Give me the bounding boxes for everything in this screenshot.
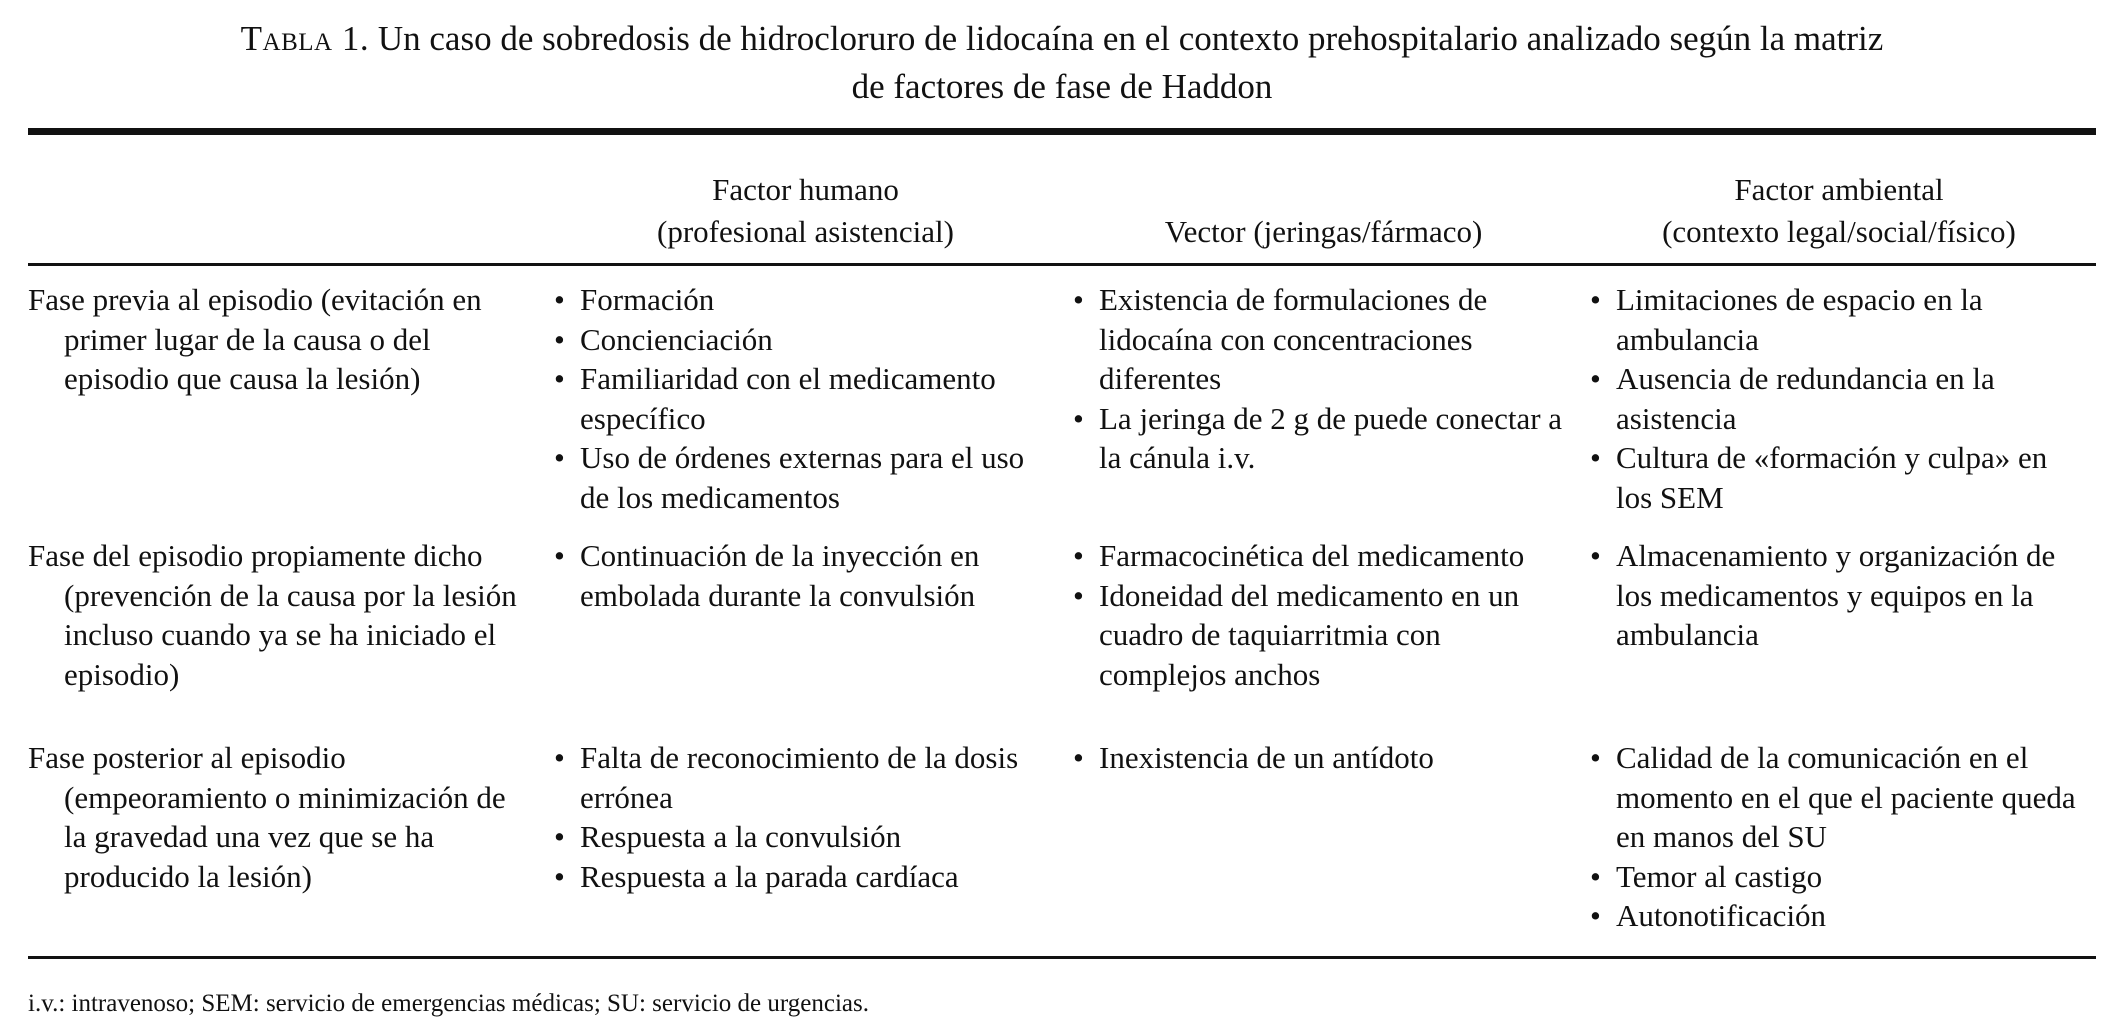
list-item (554, 817, 1057, 857)
header-human-subtitle: (profesional asistencial) (657, 214, 954, 249)
phase-label: Fase posterior al episodio (empeoramiento o minimización de la gravedad una vez que se ha producido la lesión) (28, 740, 506, 894)
list-item-text: Formación (580, 282, 715, 317)
list-item-text: Idoneidad del medicamento en un cuadro de taquiarritmia con complejos anchos (1099, 577, 1520, 692)
list-item-text: Continuación de la inyección en embolada durante la convulsión (580, 538, 980, 613)
bullet-icon: • (1073, 400, 1084, 436)
environment-factor-cell (1582, 280, 2096, 536)
caption-title-part-1: Un caso de sobredosis de hidrocloruro de lidocaína en el contexto prehospitalario analizado según la matriz (369, 19, 1884, 58)
bullet-icon: • (1590, 440, 1601, 475)
list-item (554, 359, 1057, 438)
phase-label: Fase del episodio propiamente dicho (prevención de la causa por la lesión incluso cuando ya se ha iniciado el episodio) (28, 538, 517, 692)
phase-label: Fase previa al episodio (evitación en primer lugar de la causa o del episodio que causa la lesión) (28, 282, 482, 396)
list-item (1590, 857, 2088, 897)
vector-cell (1065, 738, 1582, 956)
list-item (554, 536, 1057, 615)
list-item-text: La jeringa de 2 g de puede conectar a la cánula i.v. (1099, 400, 1563, 475)
vector-cell (1065, 536, 1582, 738)
caption-line-1 (241, 19, 1884, 58)
list-item-text: Respuesta a la parada cardíaca (580, 858, 959, 894)
table-document (28, 0, 2096, 1021)
table-header-row (28, 135, 2096, 263)
list-item (554, 438, 1057, 517)
list-item (1073, 399, 1574, 478)
bullet-icon: • (554, 819, 565, 854)
bullet-icon: • (554, 858, 565, 894)
list-item (1590, 536, 2088, 655)
list-item-text: Ausencia de redundancia en la asistencia (1616, 361, 1995, 436)
bullet-icon: • (554, 321, 565, 357)
list-item (1590, 896, 2088, 936)
list-item-text: Almacenamiento y organización de los medicamentos y equipos en la ambulancia (1616, 538, 2056, 652)
bullet-list (1590, 536, 2088, 655)
table-caption (28, 0, 2096, 111)
list-item-text: Concienciación (580, 321, 773, 357)
bullet-icon: • (1073, 538, 1084, 573)
bullet-icon: • (554, 440, 565, 475)
list-item-text: Cultura de «formación y culpa» en los SEM (1616, 440, 2048, 515)
environment-factor-cell (1582, 536, 2096, 738)
list-item-text: Familiaridad con el medicamento específico (580, 361, 996, 436)
list-item (1073, 536, 1574, 576)
list-item-text: Uso de órdenes externas para el uso de los medicamentos (580, 440, 1025, 515)
list-item-text: Calidad de la comunicación en el momento en el que el paciente queda en manos del SU (1616, 740, 2076, 854)
list-item-text: Existencia de formulaciones de lidocaína con concentraciones diferentes (1099, 282, 1488, 396)
table-row (28, 738, 2096, 956)
bullet-icon: • (554, 282, 565, 317)
header-stub (28, 135, 546, 263)
bullet-list (1073, 536, 1574, 694)
caption-title-part-2: de factores de fase de Haddon (851, 67, 1273, 106)
bullet-icon: • (1590, 282, 1601, 317)
bottom-rule (28, 956, 2096, 959)
list-item-text: Autonotificación (1616, 898, 1827, 933)
list-item-text: Falta de reconocimiento de la dosis errónea (580, 740, 1019, 815)
bullet-icon: • (1590, 858, 1601, 894)
list-item (1073, 576, 1574, 695)
header-vector-title: Vector (jeringas/fármaco) (1164, 214, 1483, 249)
bullet-list (554, 280, 1057, 517)
bullet-icon: • (1590, 740, 1601, 775)
human-factor-cell (546, 738, 1065, 956)
header-human-title: Factor humano (712, 172, 899, 207)
list-item (554, 857, 1057, 897)
list-item-text: Inexistencia de un antídoto (1099, 740, 1434, 775)
bullet-icon: • (554, 538, 565, 573)
caption-lead: Tabla 1. (240, 19, 370, 58)
list-item (1590, 359, 2088, 438)
table-row (28, 536, 2096, 738)
vector-cell (1065, 280, 1582, 536)
header-environment-subtitle: (contexto legal/social/físico) (1662, 214, 2016, 249)
list-item-text: Temor al castigo (1616, 858, 1823, 894)
header-vector (1065, 135, 1582, 263)
bullet-icon: • (1590, 538, 1601, 573)
bullet-icon: • (554, 740, 565, 775)
header-environment-factor (1582, 135, 2096, 263)
bullet-list (554, 536, 1057, 615)
list-item (554, 280, 1057, 320)
list-item (1590, 438, 2088, 517)
bullet-icon: • (1073, 577, 1084, 613)
bullet-icon: • (554, 361, 565, 396)
table-row (28, 266, 2096, 536)
bullet-icon: • (1590, 361, 1601, 396)
human-factor-cell (546, 536, 1065, 738)
list-item (1073, 280, 1574, 399)
header-environment-title: Factor ambiental (1734, 172, 1944, 207)
bullet-list (1073, 280, 1574, 478)
bullet-list (554, 738, 1057, 896)
list-item-text: Respuesta a la convulsión (580, 819, 902, 854)
list-item (554, 320, 1057, 360)
human-factor-cell (546, 280, 1065, 536)
bullet-list (1073, 738, 1574, 778)
list-item (1073, 738, 1574, 778)
list-item-text: Farmacocinética del medicamento (1099, 538, 1525, 573)
bullet-icon: • (1073, 282, 1084, 317)
top-rule (28, 128, 2096, 135)
list-item-text: Limitaciones de espacio en la ambulancia (1616, 282, 1983, 357)
table-footnote: i.v.: intravenoso; SEM: servicio de emergencias médicas; SU: servicio de urgencias. (28, 990, 869, 1017)
list-item (1590, 738, 2088, 857)
header-human-factor (546, 135, 1065, 263)
bullet-icon: • (1590, 898, 1601, 933)
list-item (1590, 280, 2088, 359)
bullet-icon: • (1073, 740, 1084, 775)
environment-factor-cell (1582, 738, 2096, 956)
list-item (554, 738, 1057, 817)
bullet-list (1590, 738, 2088, 936)
bullet-list (1590, 280, 2088, 517)
